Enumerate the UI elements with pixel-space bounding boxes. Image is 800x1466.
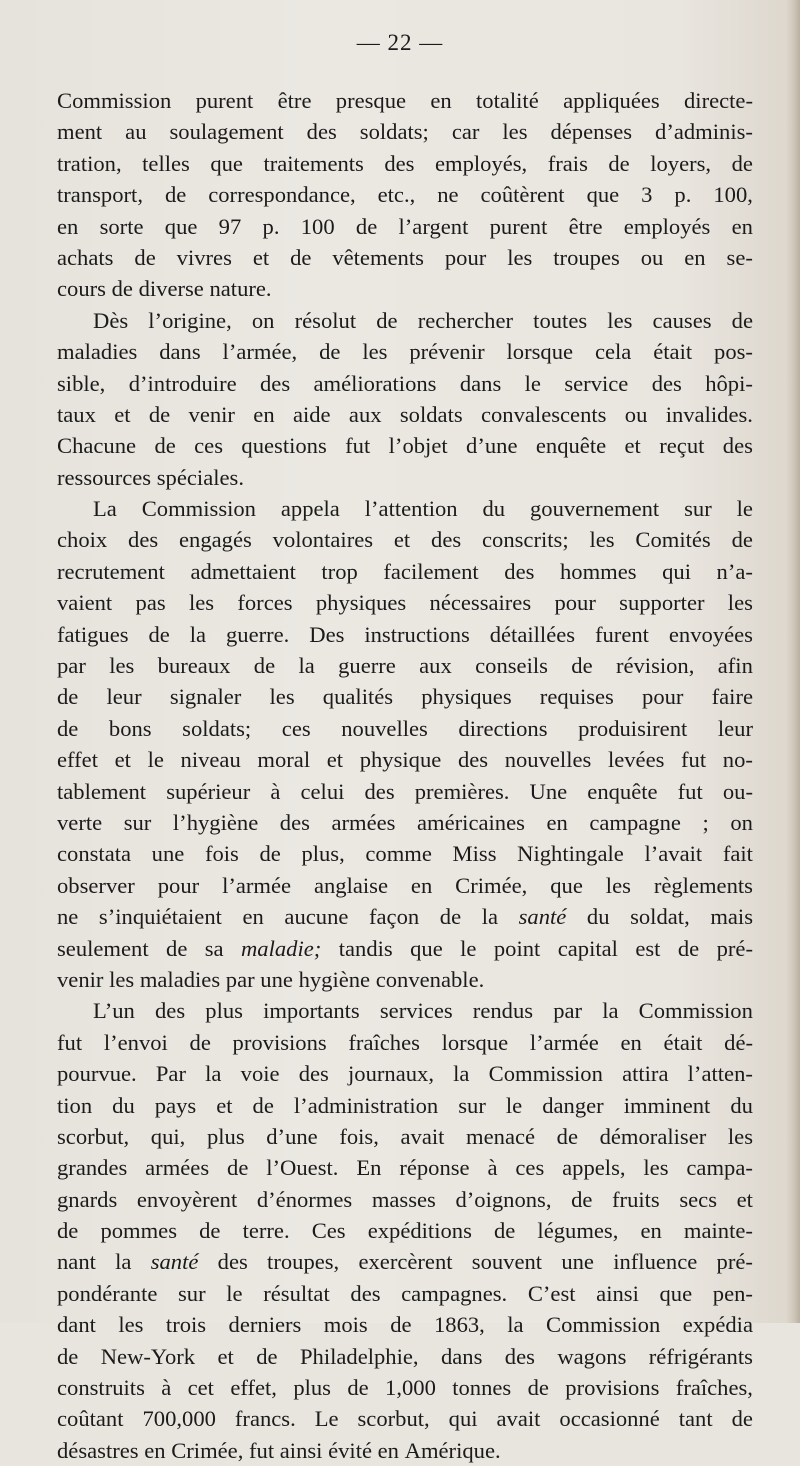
- text-line: pondérante sur le résultat des campagnes. C’est ainsi que pen-: [57, 1280, 753, 1306]
- text-line: scorbut, qui, plus d’une fois, avait menacé de démoraliser les: [57, 1123, 753, 1149]
- text-line: de bons soldats; ces nouvelles directions produisirent leur: [57, 715, 753, 741]
- text-line: achats de vivres et de vêtements pour les troupes ou en se-: [57, 244, 753, 270]
- text-line: dant les trois derniers mois de 1863, la Commission expédia: [57, 1312, 753, 1338]
- text-line: Chacune de ces questions fut l’objet d’une enquête et reçut des: [57, 433, 753, 459]
- text-line: ne s’inquiétaient en aucune façon de la santé du soldat, mais: [57, 904, 753, 930]
- text-line: taux et de venir en aide aux soldats convalescents ou invalides.: [57, 401, 753, 427]
- text-line: en sorte que 97 p. 100 de l’argent purent être employés en: [57, 213, 753, 239]
- text-line: verte sur l’hygiène des armées américaines en campagne ; on: [57, 809, 753, 835]
- text-line: pourvue. Par la voie des journaux, la Commission attira l’atten-: [57, 1061, 753, 1087]
- text-line: La Commission appela l’attention du gouvernement sur le: [93, 496, 753, 522]
- text-line: grandes armées de l’Ouest. En réponse à ces appels, les campa-: [57, 1155, 753, 1181]
- text-line: effet et le niveau moral et physique des nouvelles levées fut no-: [57, 747, 753, 773]
- text-line: gnards envoyèrent d’énormes masses d’oignons, de fruits secs et: [57, 1186, 753, 1212]
- text-line: observer pour l’armée anglaise en Crimée, que les règlements: [57, 872, 753, 898]
- text-line: construits à cet effet, plus de 1,000 tonnes de provisions fraîches,: [57, 1375, 753, 1401]
- text-line: de pommes de terre. Ces expéditions de légumes, en mainte-: [57, 1218, 753, 1244]
- text-line: tablement supérieur à celui des premières. Une enquête fut ou-: [57, 778, 753, 804]
- text-line: désastres en Crimée, fut ainsi évité en Amérique.: [57, 1437, 501, 1463]
- text-line: coûtant 700,000 francs. Le scorbut, qui avait occasionné tant de: [57, 1406, 753, 1432]
- text-line: constata une fois de plus, comme Miss Nightingale l’avait fait: [57, 841, 753, 867]
- text-line: ment au soulagement des soldats; car les dépenses d’adminis-: [57, 119, 753, 145]
- text-line: venir les maladies par une hygiène convenable.: [57, 966, 485, 992]
- text-line: ressources spéciales.: [57, 464, 244, 490]
- text-line: transport, de correspondance, etc., ne coûtèrent que 3 p. 100,: [57, 182, 753, 208]
- text-line: tration, telles que traitements des employés, frais de loyers, de: [57, 150, 753, 176]
- text-line: cours de diverse nature.: [57, 276, 272, 302]
- text-line: sible, d’introduire des améliorations dans le service des hôpi-: [57, 370, 753, 396]
- text-line: L’un des plus importants services rendus par la Commission: [93, 998, 753, 1024]
- text-line: de New-York et de Philadelphie, dans des wagons réfrigérants: [57, 1343, 753, 1369]
- text-line: Dès l’origine, on résolut de rechercher toutes les causes de: [93, 307, 753, 333]
- text-line: fut l’envoi de provisions fraîches lorsque l’armée en était dé-: [57, 1029, 753, 1055]
- page-edge-shadow: [786, 0, 800, 1323]
- text-line: maladies dans l’armée, de les prévenir lorsque cela était pos-: [57, 339, 753, 365]
- text-line: recrutement admettaient trop facilement des hommes qui n’a-: [57, 558, 753, 584]
- page-number: — 22 —: [356, 30, 444, 55]
- text-line: vaient pas les forces physiques nécessaires pour supporter les: [57, 590, 753, 616]
- body-text: [57, 85, 753, 1466]
- text-line: tion du pays et de l’administration sur le danger imminent du: [57, 1092, 753, 1118]
- text-line: choix des engagés volontaires et des conscrits; les Comités de: [57, 527, 753, 553]
- text-line: nant la santé des troupes, exercèrent souvent une influence pré-: [57, 1249, 753, 1275]
- text-line: seulement de sa maladie; tandis que le point capital est de pré-: [57, 935, 753, 961]
- text-line: fatigues de la guerre. Des instructions détaillées furent envoyées: [57, 621, 753, 647]
- text-line: par les bureaux de la guerre aux conseils de révision, afin: [57, 653, 753, 679]
- text-line: de leur signaler les qualités physiques requises pour faire: [57, 684, 753, 710]
- text-line: Commission purent être presque en totalité appliquées directe-: [57, 88, 753, 113]
